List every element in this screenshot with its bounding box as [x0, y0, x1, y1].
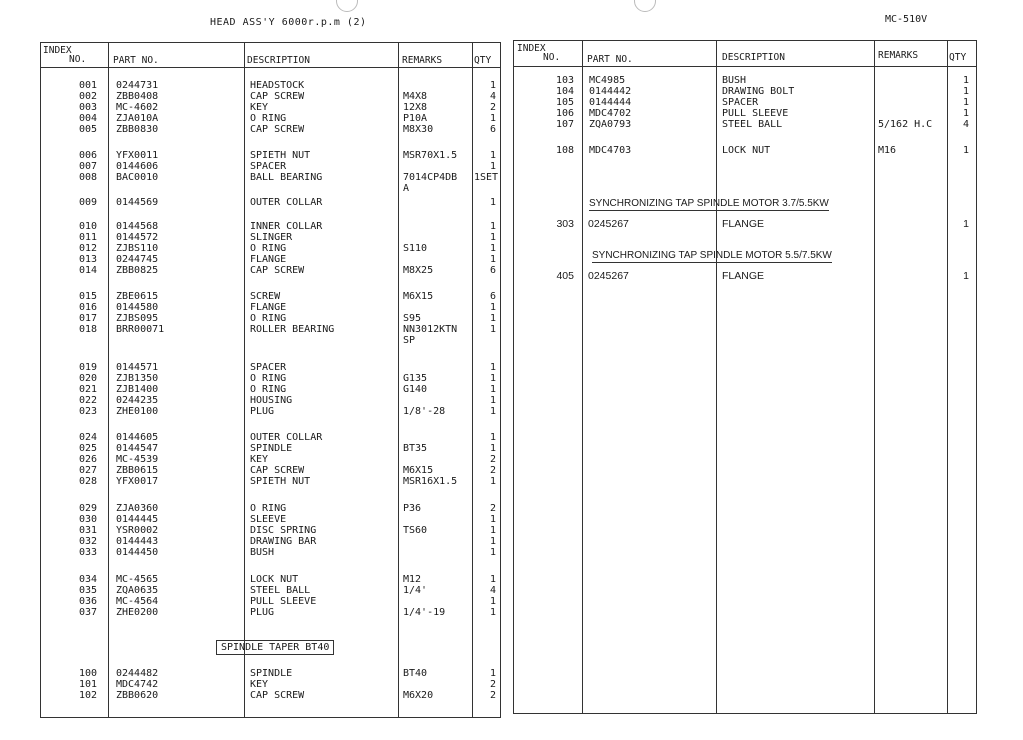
part-no-cell: 0144606 — [116, 161, 159, 172]
remarks-cell-cont: A — [403, 183, 410, 194]
part-no-cell: ZBB0825 — [116, 265, 159, 276]
qty-cell: 1 — [489, 525, 496, 536]
part-no-cell: ZJBS110 — [116, 243, 159, 254]
table-row — [514, 119, 976, 131]
qty-cell: 1 — [489, 668, 496, 679]
index-cell: 003 — [78, 102, 97, 113]
description-cell: O RING — [250, 503, 287, 514]
index-cell: 101 — [78, 679, 97, 690]
qty-cell: 2 — [489, 690, 496, 701]
remarks-cell: S95 — [403, 313, 422, 324]
qty-cell: 1 — [489, 574, 496, 585]
part-no-cell: ZBB0408 — [116, 91, 159, 102]
punch-hole-left — [336, 0, 358, 12]
remarks-cell-cont: SP — [403, 335, 416, 346]
qty-cell: 1 — [489, 362, 496, 373]
qty-cell: 1 — [489, 302, 496, 313]
part-no-cell: ZJA0360 — [116, 503, 159, 514]
qty-cell: 1 — [489, 197, 496, 208]
qty-cell: 2 — [489, 454, 496, 465]
qty-cell: 1 — [489, 80, 496, 91]
remarks-cell: 7014CP4DB — [403, 172, 458, 183]
table-row — [41, 607, 500, 619]
remarks-cell: 12X8 — [403, 102, 428, 113]
index-cell: 032 — [78, 536, 97, 547]
table-row — [41, 172, 500, 194]
remarks-cell: NN3012KTN — [403, 324, 458, 335]
description-cell: OUTER COLLAR — [250, 197, 323, 208]
table-row — [41, 547, 500, 559]
remarks-cell: 1/4' — [403, 585, 428, 596]
description-cell: DRAWING BOLT — [722, 86, 795, 97]
remarks-cell: S110 — [403, 243, 428, 254]
right-parts-table — [513, 40, 977, 714]
description-cell: CAP SCREW — [250, 690, 305, 701]
part-no-cell: ZBB0615 — [116, 465, 159, 476]
qty-cell: 1 — [489, 313, 496, 324]
qty-cell: 1 — [489, 243, 496, 254]
part-no-cell: ZBE0615 — [116, 291, 159, 302]
table-row — [41, 690, 500, 702]
part-no-cell: 0144572 — [116, 232, 159, 243]
description-cell: KEY — [250, 454, 269, 465]
index-cell: 023 — [78, 406, 97, 417]
part-no-cell: 0244235 — [116, 395, 159, 406]
part-no-cell: MC-4602 — [116, 102, 159, 113]
col-header-description-right: DESCRIPTION — [722, 52, 785, 63]
description-cell: PULL SLEEVE — [250, 596, 317, 607]
col-header-index: INDEX NO. — [43, 45, 87, 65]
part-no-cell: 0144580 — [116, 302, 159, 313]
part-no-cell: ZJB1350 — [116, 373, 159, 384]
description-cell: DRAWING BAR — [250, 536, 317, 547]
remarks-cell: M4X8 — [403, 91, 428, 102]
description-cell: CAP SCREW — [250, 91, 305, 102]
part-no-cell: ZQA0793 — [589, 119, 632, 130]
index-cell: 033 — [78, 547, 97, 558]
part-no-cell: 0144568 — [116, 221, 159, 232]
index-cell: 013 — [78, 254, 97, 265]
description-cell: SPINDLE — [250, 668, 293, 679]
qty-cell: 1 — [489, 161, 496, 172]
qty-cell: 1 — [489, 596, 496, 607]
remarks-cell: G135 — [403, 373, 428, 384]
table-row — [41, 265, 500, 277]
remarks-cell: 1/4'-19 — [403, 607, 446, 618]
description-cell: O RING — [250, 313, 287, 324]
qty-cell: 1 — [489, 384, 496, 395]
description-cell: CAP SCREW — [250, 124, 305, 135]
remarks-cell: 5/162 H.C — [878, 119, 933, 130]
qty-cell: 1 — [489, 232, 496, 243]
index-cell: 107 — [555, 119, 574, 130]
description-cell: SLEEVE — [250, 514, 287, 525]
index-cell: 012 — [78, 243, 97, 254]
sync-row-1: 303 0245267 FLANGE 1 — [556, 218, 969, 230]
qty-cell: 1 — [489, 254, 496, 265]
table-row — [41, 324, 500, 346]
remarks-cell: 1/8'-28 — [403, 406, 446, 417]
qty-cell: 1 — [489, 514, 496, 525]
qty-cell: 1 — [489, 221, 496, 232]
remarks-cell: MSR16X1.5 — [403, 476, 458, 487]
part-no-cell: ZJBS095 — [116, 313, 159, 324]
qty-cell: 1 — [489, 536, 496, 547]
index-cell: 103 — [555, 75, 574, 86]
remarks-cell: M8X30 — [403, 124, 434, 135]
qty-cell: 1 — [489, 476, 496, 487]
qty-cell: 1 — [962, 108, 969, 119]
description-cell: O RING — [250, 113, 287, 124]
table-row — [514, 145, 976, 157]
index-cell: 004 — [78, 113, 97, 124]
part-no-cell: 0144442 — [589, 86, 632, 97]
part-no-cell: YFX0011 — [116, 150, 159, 161]
qty-cell: 1 — [489, 432, 496, 443]
index-cell: 008 — [78, 172, 97, 183]
col-header-remarks: REMARKS — [402, 55, 443, 66]
remarks-cell: MSR70X1.5 — [403, 150, 458, 161]
qty-cell: 1 — [962, 86, 969, 97]
description-cell: PULL SLEEVE — [722, 108, 789, 119]
remarks-cell: TS60 — [403, 525, 428, 536]
index-cell: 021 — [78, 384, 97, 395]
description-cell: PLUG — [250, 607, 275, 618]
description-cell: HOUSING — [250, 395, 293, 406]
description-cell: STEEL BALL — [250, 585, 311, 596]
part-no-cell: 0144569 — [116, 197, 159, 208]
part-no-cell: BAC0010 — [116, 172, 159, 183]
col-header-qty-right: QTY — [949, 52, 967, 63]
qty-cell: 1 — [489, 607, 496, 618]
description-cell: DISC SPRING — [250, 525, 317, 536]
index-cell: 005 — [78, 124, 97, 135]
description-cell: SPIETH NUT — [250, 476, 311, 487]
index-cell: 006 — [78, 150, 97, 161]
col-header-index-right: INDEX NO. — [517, 43, 561, 63]
index-cell: 011 — [78, 232, 97, 243]
part-no-cell: 0144605 — [116, 432, 159, 443]
index-cell: 030 — [78, 514, 97, 525]
description-cell: BUSH — [722, 75, 747, 86]
part-no-cell: MDC4703 — [589, 145, 632, 156]
description-cell: FLANGE — [250, 302, 287, 313]
part-no-cell: MC-4564 — [116, 596, 159, 607]
qty-cell: 1 — [489, 373, 496, 384]
part-no-cell: MDC4702 — [589, 108, 632, 119]
description-cell: LOCK NUT — [722, 145, 771, 156]
index-cell: 015 — [78, 291, 97, 302]
index-cell: 037 — [78, 607, 97, 618]
description-cell: FLANGE — [250, 254, 287, 265]
qty-cell: 6 — [489, 291, 496, 302]
description-cell: SPINDLE — [250, 443, 293, 454]
remarks-cell: M8X25 — [403, 265, 434, 276]
remarks-cell: G140 — [403, 384, 428, 395]
description-cell: OUTER COLLAR — [250, 432, 323, 443]
qty-cell: 2 — [489, 465, 496, 476]
description-cell: SLINGER — [250, 232, 293, 243]
index-cell: 034 — [78, 574, 97, 585]
model-number: MC-510V — [885, 14, 928, 25]
description-cell: PLUG — [250, 406, 275, 417]
description-cell: BALL BEARING — [250, 172, 323, 183]
description-cell: CAP SCREW — [250, 465, 305, 476]
index-cell: 018 — [78, 324, 97, 335]
qty-cell: 1 — [489, 547, 496, 558]
part-no-cell: 0144571 — [116, 362, 159, 373]
remarks-cell: M6X15 — [403, 291, 434, 302]
index-cell: 016 — [78, 302, 97, 313]
left-parts-table — [40, 42, 501, 718]
qty-cell: 1 — [962, 145, 969, 156]
remarks-cell: M12 — [403, 574, 422, 585]
remarks-cell: P10A — [403, 113, 428, 124]
index-cell: 102 — [78, 690, 97, 701]
index-cell: 027 — [78, 465, 97, 476]
punch-hole-right — [634, 0, 656, 12]
part-no-cell: ZJB1400 — [116, 384, 159, 395]
description-cell: HEADSTOCK — [250, 80, 305, 91]
qty-cell: 6 — [489, 124, 496, 135]
index-cell: 007 — [78, 161, 97, 172]
qty-cell: 1 — [489, 113, 496, 124]
index-cell: 014 — [78, 265, 97, 276]
col-header-part-no: PART NO. — [113, 55, 159, 66]
part-no-cell: 0144444 — [589, 97, 632, 108]
index-cell: 036 — [78, 596, 97, 607]
description-cell: BUSH — [250, 547, 275, 558]
part-no-cell: MC-4565 — [116, 574, 159, 585]
index-cell: 106 — [555, 108, 574, 119]
description-cell: KEY — [250, 679, 269, 690]
part-no-cell: ZHE0200 — [116, 607, 159, 618]
part-no-cell: 0244745 — [116, 254, 159, 265]
sync-heading-2: SYNCHRONIZING TAP SPINDLE MOTOR 5.5/7.5KW — [592, 250, 832, 261]
description-cell: SCREW — [250, 291, 281, 302]
index-cell: 010 — [78, 221, 97, 232]
index-cell: 020 — [78, 373, 97, 384]
index-cell: 026 — [78, 454, 97, 465]
description-cell: SPACER — [722, 97, 759, 108]
part-no-cell: 0144443 — [116, 536, 159, 547]
qty-cell: 1 — [489, 324, 496, 335]
index-cell: 009 — [78, 197, 97, 208]
page-title: HEAD ASS'Y 6000r.p.m (2) — [210, 17, 367, 28]
index-cell: 017 — [78, 313, 97, 324]
description-cell: INNER COLLAR — [250, 221, 323, 232]
part-no-cell: YFX0017 — [116, 476, 159, 487]
description-cell: O RING — [250, 243, 287, 254]
part-no-cell: 0244482 — [116, 668, 159, 679]
description-cell: KEY — [250, 102, 269, 113]
part-no-cell: MC-4539 — [116, 454, 159, 465]
description-cell: CAP SCREW — [250, 265, 305, 276]
index-cell: 035 — [78, 585, 97, 596]
sync-heading-1: SYNCHRONIZING TAP SPINDLE MOTOR 3.7/5.5KW — [589, 198, 829, 209]
qty-cell: 1 — [489, 406, 496, 417]
description-cell: LOCK NUT — [250, 574, 299, 585]
description-cell: ROLLER BEARING — [250, 324, 335, 335]
part-no-cell: ZBB0620 — [116, 690, 159, 701]
remarks-cell: BT35 — [403, 443, 428, 454]
qty-cell: 1 — [489, 395, 496, 406]
table-row — [41, 476, 500, 488]
index-cell: 019 — [78, 362, 97, 373]
remarks-cell: M6X20 — [403, 690, 434, 701]
index-cell: 100 — [78, 668, 97, 679]
part-no-cell: ZQA0635 — [116, 585, 159, 596]
qty-cell: 4 — [489, 585, 496, 596]
table-row — [41, 124, 500, 136]
col-header-description: DESCRIPTION — [247, 55, 310, 66]
index-cell: 024 — [78, 432, 97, 443]
part-no-cell: ZJA010A — [116, 113, 159, 124]
qty-cell: 1SET — [474, 172, 499, 183]
sync-row-2: 405 0245267 FLANGE 1 — [556, 270, 969, 282]
col-header-remarks-right: REMARKS — [878, 50, 919, 61]
description-cell: SPIETH NUT — [250, 150, 311, 161]
index-cell: 025 — [78, 443, 97, 454]
qty-cell: 1 — [489, 443, 496, 454]
description-cell: SPACER — [250, 161, 287, 172]
remarks-cell: M16 — [878, 145, 897, 156]
index-cell: 108 — [555, 145, 574, 156]
part-no-cell: ZHE0100 — [116, 406, 159, 417]
description-cell: STEEL BALL — [722, 119, 783, 130]
col-header-qty: QTY — [474, 55, 492, 66]
index-cell: 104 — [555, 86, 574, 97]
col-header-part-no-right: PART NO. — [587, 54, 633, 65]
index-cell: 031 — [78, 525, 97, 536]
table-row — [41, 406, 500, 418]
part-no-cell: 0144450 — [116, 547, 159, 558]
index-cell: 001 — [78, 80, 97, 91]
description-cell: SPACER — [250, 362, 287, 373]
remarks-cell: P36 — [403, 503, 422, 514]
qty-cell: 4 — [489, 91, 496, 102]
remarks-cell: BT40 — [403, 668, 428, 679]
index-cell: 105 — [555, 97, 574, 108]
description-cell: O RING — [250, 373, 287, 384]
part-no-cell: 0144547 — [116, 443, 159, 454]
description-cell: O RING — [250, 384, 287, 395]
index-cell: 028 — [78, 476, 97, 487]
qty-cell: 1 — [962, 97, 969, 108]
qty-cell: 2 — [489, 679, 496, 690]
index-cell: 022 — [78, 395, 97, 406]
part-no-cell: ZBB0830 — [116, 124, 159, 135]
part-no-cell: 0244731 — [116, 80, 159, 91]
part-no-cell: YSR0002 — [116, 525, 159, 536]
index-cell: 002 — [78, 91, 97, 102]
part-no-cell: MC4985 — [589, 75, 626, 86]
qty-cell: 4 — [962, 119, 969, 130]
qty-cell: 6 — [489, 265, 496, 276]
spindle-taper-label: SPINDLE TAPER BT40 — [216, 640, 334, 655]
qty-cell: 1 — [962, 75, 969, 86]
part-no-cell: 0144445 — [116, 514, 159, 525]
qty-cell: 1 — [489, 150, 496, 161]
qty-cell: 2 — [489, 503, 496, 514]
index-cell: 029 — [78, 503, 97, 514]
table-row — [41, 197, 500, 209]
qty-cell: 2 — [489, 102, 496, 113]
remarks-cell: M6X15 — [403, 465, 434, 476]
part-no-cell: BRR00071 — [116, 324, 165, 335]
part-no-cell: MDC4742 — [116, 679, 159, 690]
